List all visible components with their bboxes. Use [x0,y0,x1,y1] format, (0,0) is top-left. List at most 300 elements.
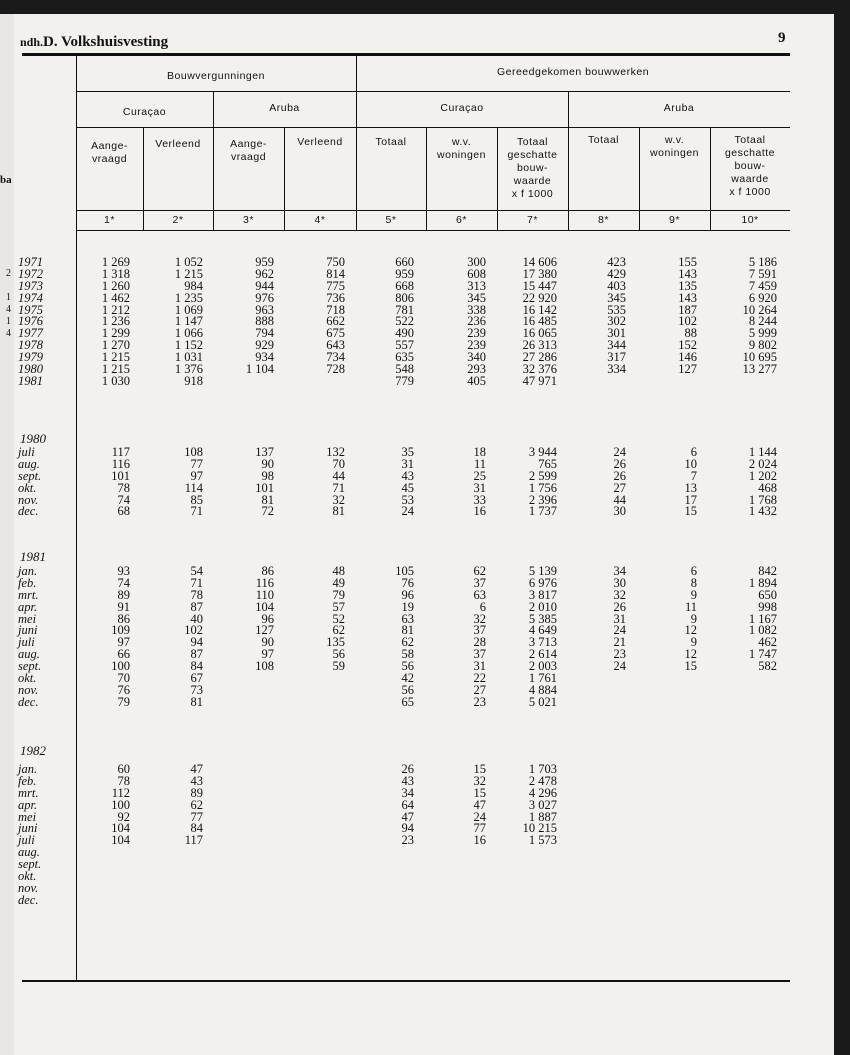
column-c9-years [678,257,697,388]
col-number: 10* [741,214,759,226]
col-header: Aange- vraagd [91,140,128,165]
table-cell: 101 [111,468,130,483]
table-cell: 2 024 [748,456,777,471]
col-header: Totaal geschatte bouw- waarde x f 1000 [724,134,776,198]
table-cell: 16 [473,833,486,848]
col-number: 8* [598,214,609,226]
column-c9-block1981 [685,566,698,709]
table-cell: 2 599 [528,468,557,483]
table-cell: 117 [111,445,130,459]
table-cell: 53 [401,492,414,507]
table-cell: 15 [684,659,697,674]
page-title [20,34,168,51]
table-cell: 54 [190,564,203,578]
table-cell: 28 [473,635,486,650]
table-cell: 313 [467,278,486,293]
table-cell: 405 [467,373,486,388]
table-cell: 779 [395,373,414,388]
col-header: Totaal geschatte bouw- waarde x f 1000 [507,136,558,200]
table-cell [111,859,130,871]
table-cell: 104 [111,833,130,848]
column-c6-block1980 [474,447,487,518]
row-label: 1977 [18,326,43,341]
table-cell [185,895,203,907]
table-cell [111,871,130,883]
column-c4-years [326,257,345,388]
table-cell: 116 [111,456,130,471]
row-label: 1974 [18,290,43,305]
table-cell: 4 884 [528,682,557,697]
table-cell: 62 [401,635,414,650]
table-cell: 117 [184,833,203,848]
row-label: dec. [18,892,39,907]
table-cell [474,895,487,907]
col-number: 3* [243,214,254,226]
table-cell: 155 [678,255,697,269]
table-cell: 2 010 [528,599,557,614]
table-cell [474,847,487,859]
table-cell: 806 [395,290,414,305]
table-cell: 102 [184,623,203,638]
table-cell: 548 [395,362,414,377]
table-cell: 143 [678,290,697,305]
table-cell: 403 [607,278,626,293]
table-cell: 23 [401,833,414,848]
table-cell [402,871,415,883]
margin-fragment: ndh. [20,35,44,49]
table-cell: 1 066 [174,326,203,341]
table-cell: 42 [401,671,414,686]
table-cell [749,673,777,685]
table-cell: 3 027 [528,797,557,812]
table-cell: 60 [117,762,130,776]
table-cell: 12 [684,623,697,638]
table-cell [685,673,698,685]
table-cell: 662 [326,314,345,329]
table-cell: 635 [395,350,414,365]
row-label: 1981 [18,373,43,388]
table-cell: 77 [473,821,486,836]
table-cell: 31 [613,611,626,626]
column-c9-block1980 [685,447,698,518]
table-cell: 81 [190,694,203,709]
row-label: aug. [18,456,40,471]
table-cell [523,847,557,859]
row-label: juli [18,635,35,650]
table-cell: 918 [184,373,203,388]
table-cell: 668 [395,278,414,293]
table-cell: 74 [117,492,130,507]
sub-header-curacao: Curaçao [440,102,484,114]
table-cell: 522 [395,314,414,329]
table-cell [255,685,274,697]
table-cell: 2 478 [528,773,557,788]
table-cell: 345 [607,290,626,305]
table-cell: 58 [401,647,414,662]
table-cell [523,871,557,883]
table-cell: 45 [401,480,414,495]
table-cell: 137 [255,445,274,459]
sub-header-aruba: Aruba [663,102,695,114]
table-cell: 490 [395,326,414,341]
column-c7-block1980 [529,447,557,518]
row-label: apr. [18,797,38,812]
col-header: Verleend [297,136,343,148]
table-cell: 127 [255,623,274,638]
table-cell: 2 396 [528,492,557,507]
table-cell: 5 139 [528,564,557,578]
col-header: w.v. woningen [650,134,699,159]
table-cell: 11 [473,456,486,471]
row-label: nov. [18,492,39,507]
table-cell: 734 [326,350,345,365]
col-header: Aange- vraagd [230,138,267,163]
table-cell [614,685,627,697]
table-cell [474,859,487,871]
table-cell: 1 747 [748,647,777,662]
table-cell: 1 573 [528,833,557,848]
column-c2-years [175,257,203,388]
group-header-completed: Gereedgekomen bouwwerken [496,66,650,78]
table-cell: 1 299 [101,326,130,341]
table-cell: 334 [607,362,626,377]
table-cell: 77 [190,809,203,824]
row-label: 1976 [18,314,43,329]
sub-header-curacao: Curaçao [122,106,167,118]
table-cell: 1 152 [174,338,203,353]
table-cell: 781 [395,302,414,317]
table-cell [614,697,627,709]
table-cell [678,376,697,388]
header-rule [76,210,790,211]
table-cell: 608 [467,266,486,281]
row-labels-block1980 [18,447,41,518]
table-cell: 959 [255,255,274,269]
column-c3-block1980 [255,447,274,518]
table-cell: 998 [758,599,777,614]
col-number: 7* [527,214,538,226]
column-c5-years [395,257,414,388]
table-cell: 963 [255,302,274,317]
table-cell: 88 [684,326,697,341]
table-cell: 31 [401,456,414,471]
table-cell: 293 [467,362,486,377]
column-c7-block1982 [523,764,557,907]
table-cell: 1 768 [748,492,777,507]
table-cell: 108 [255,659,274,674]
table-cell: 63 [473,587,486,602]
column-c5-block1981 [395,566,414,709]
table-cell: 86 [117,611,130,626]
table-cell: 44 [332,468,345,483]
table-bottom-rule [22,980,790,982]
table-cell: 15 447 [522,278,557,293]
table-cell: 49 [332,575,345,590]
table-cell: 1 052 [174,255,203,269]
table-cell: 47 [401,809,414,824]
table-cell: 6 976 [528,575,557,590]
spine-label: ba [0,174,12,186]
column-c4-block1980 [326,447,345,518]
column-c10-block1980 [749,447,777,518]
table-cell: 1 270 [101,338,130,353]
table-cell: 56 [401,682,414,697]
table-cell [685,697,698,709]
spine-mark: 4 [6,328,11,339]
header-rule [76,127,790,128]
table-cell: 78 [117,480,130,495]
table-cell: 187 [678,302,697,317]
table-cell: 814 [326,266,345,281]
table-cell: 8 [690,575,697,590]
table-top-rule [22,53,790,56]
table-cell: 21 [613,635,626,650]
table-cell: 43 [401,773,414,788]
table-cell: 468 [758,480,777,495]
table-cell [743,376,777,388]
table-cell: 750 [326,255,345,269]
table-cell [111,895,130,907]
table-cell [474,883,487,895]
row-label: 1980 [18,362,43,377]
table-cell: 6 [479,599,486,614]
row-label: aug. [18,845,40,860]
table-cell: 79 [117,694,130,709]
table-cell: 11 [684,599,697,614]
table-cell: 72 [261,504,274,519]
table-cell: 3 713 [528,635,557,650]
table-cell: 1 167 [748,611,777,626]
table-cell: 1 215 [101,362,130,377]
row-label: sept. [18,468,42,483]
table-cell: 718 [326,302,345,317]
table-cell: 30 [613,504,626,519]
table-cell: 37 [473,575,486,590]
row-label: mei [18,611,37,626]
table-cell: 12 [684,647,697,662]
table-cell: 16 [473,504,486,519]
table-cell: 6 [690,564,697,578]
table-cell [185,859,203,871]
table-cell: 962 [255,266,274,281]
table-cell: 27 [473,682,486,697]
table-cell: 24 [401,504,414,519]
table-cell: 77 [190,456,203,471]
table-cell: 105 [395,564,414,578]
table-cell: 22 [473,671,486,686]
table-cell: 1 031 [174,350,203,365]
table-cell: 17 380 [522,266,557,281]
table-cell [749,685,777,697]
table-cell: 1 147 [174,314,203,329]
table-cell [523,859,557,871]
table-cell: 8 244 [748,314,777,329]
table-cell: 32 [332,492,345,507]
table-cell: 84 [190,659,203,674]
table-cell: 143 [678,266,697,281]
table-cell: 68 [117,504,130,519]
table-cell: 26 [401,762,414,776]
table-cell: 1 761 [528,671,557,686]
table-cell: 65 [401,694,414,709]
table-cell [185,883,203,895]
table-cell [614,673,627,685]
col-number: 5* [385,214,397,226]
column-c10-years [743,257,777,388]
table-cell: 32 [473,773,486,788]
table-cell: 728 [326,362,345,377]
table-cell: 650 [758,587,777,602]
column-c3-block1981 [255,566,274,709]
table-cell: 10 695 [742,350,777,365]
table-cell: 70 [117,671,130,686]
table-cell: 842 [758,564,777,578]
row-label: nov. [18,682,39,697]
table-cell: 87 [190,599,203,614]
year-heading-1981: 1981 [20,549,46,564]
table-cell: 1 202 [748,468,777,483]
row-label: sept. [18,659,42,674]
table-cell: 944 [255,278,274,293]
row-label: 1979 [18,350,43,365]
table-cell: 1 235 [174,290,203,305]
table-cell: 56 [401,659,414,674]
table-cell [326,697,345,709]
col-number: 6* [456,214,467,226]
row-label: mei [18,809,37,824]
table-cell: 3 944 [528,445,557,459]
column-c7-block1981 [529,566,557,709]
table-cell: 48 [332,564,345,578]
table-cell: 9 [690,635,697,650]
table-cell: 31 [473,480,486,495]
column-c1-years [102,257,130,388]
table-cell [326,685,345,697]
col-header: Totaal [587,134,620,146]
table-cell: 32 376 [522,362,557,377]
year-heading-1980: 1980 [20,431,46,446]
table-cell: 13 277 [742,362,777,377]
table-cell [246,376,274,388]
column-c6-years [467,257,486,388]
table-cell: 1 236 [101,314,130,329]
stub-divider [76,54,77,980]
table-cell: 660 [395,255,414,269]
table-cell [185,847,203,859]
table-cell: 794 [255,326,274,341]
column-c3-years [246,257,274,388]
table-cell: 81 [401,623,414,638]
table-cell: 100 [111,797,130,812]
table-cell: 104 [255,599,274,614]
col-number: 9* [669,214,680,226]
table-cell: 81 [332,504,345,519]
table-cell: 1 215 [101,350,130,365]
column-c1-block1982 [111,764,130,907]
table-cell: 317 [607,350,626,365]
table-cell: 102 [678,314,697,329]
table-cell [685,685,698,697]
year-heading-1982: 1982 [20,743,46,758]
table-cell: 87 [190,647,203,662]
table-cell: 1 269 [101,255,130,269]
table-cell: 7 591 [748,266,777,281]
table-cell: 236 [467,314,486,329]
table-cell: 934 [255,350,274,365]
column-c8-block1981 [614,566,627,709]
table-cell: 62 [473,564,486,578]
table-cell: 108 [184,445,203,459]
row-label: 1973 [18,278,43,293]
table-cell: 1 756 [528,480,557,495]
table-cell: 76 [401,575,414,590]
table-cell [749,697,777,709]
row-label: juli [18,445,35,459]
column-c8-years [607,257,626,388]
sub-header-aruba: Aruba [269,102,300,114]
table-cell: 78 [117,773,130,788]
table-cell: 15 [684,504,697,519]
group-header-permits: Bouwvergunningen [167,70,265,82]
column-c6-block1981 [474,566,487,709]
column-c6-block1982 [474,764,487,907]
table-cell: 24 [473,809,486,824]
table-cell: 96 [401,587,414,602]
table-cell: 64 [401,797,414,812]
table-cell: 116 [255,575,274,590]
table-cell: 338 [467,302,486,317]
table-cell: 101 [255,480,274,495]
table-cell: 132 [326,445,345,459]
table-cell: 32 [473,611,486,626]
table-cell: 26 [613,456,626,471]
table-cell: 959 [395,266,414,281]
table-cell: 127 [678,362,697,377]
table-cell: 89 [190,785,203,800]
table-cell: 15 [473,785,486,800]
table-cell: 24 [613,659,626,674]
table-cell: 135 [678,278,697,293]
column-c2-block1981 [184,566,203,709]
row-label: juli [18,833,35,848]
table-cell: 976 [255,290,274,305]
table-cell [111,847,130,859]
table-cell: 5 186 [748,255,777,269]
table-cell: 25 [473,468,486,483]
table-cell: 86 [261,564,274,578]
table-cell: 31 [473,659,486,674]
table-cell: 5 021 [528,694,557,709]
table-cell: 37 [473,623,486,638]
table-cell: 104 [111,821,130,836]
row-labels-block1981 [18,566,41,709]
table-cell: 43 [190,773,203,788]
table-cell: 5 999 [748,326,777,341]
row-label: nov. [18,880,39,895]
table-cell: 110 [255,587,274,602]
table-cell: 33 [473,492,486,507]
table-cell: 56 [332,647,345,662]
table-cell [474,871,487,883]
table-cell: 1 318 [101,266,130,281]
table-cell: 97 [261,647,274,662]
table-cell: 301 [607,326,626,341]
row-label: 1975 [18,302,43,317]
row-label: 1978 [18,338,43,353]
table-cell: 557 [395,338,414,353]
table-cell: 37 [473,647,486,662]
table-cell: 71 [190,504,203,519]
